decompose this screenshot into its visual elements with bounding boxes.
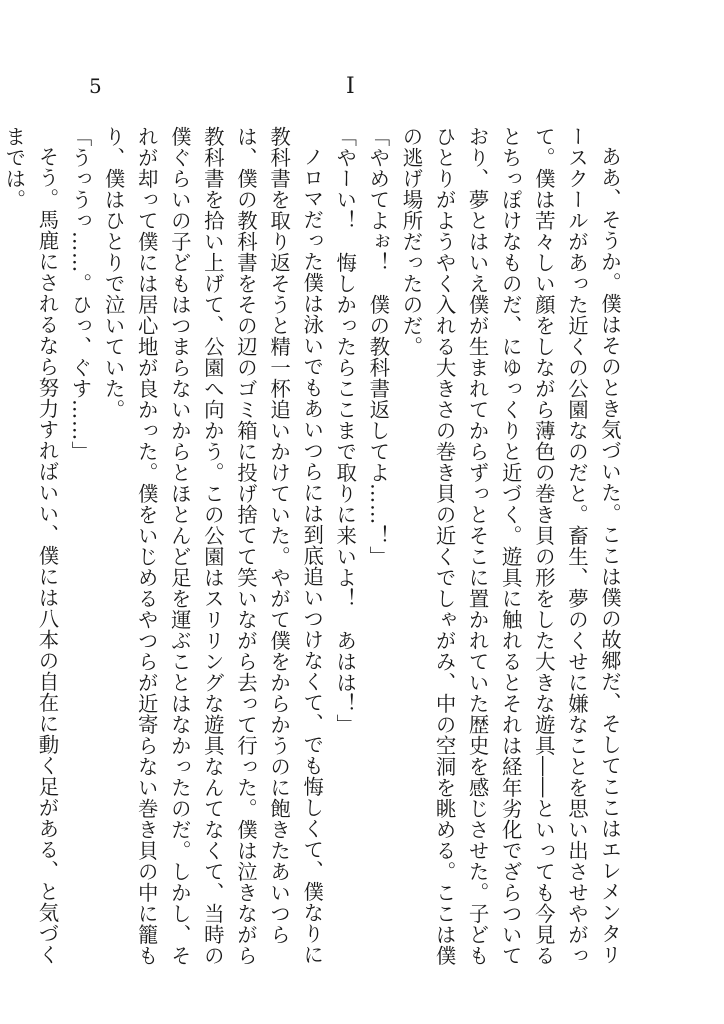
paragraph: そう。馬鹿にされるなら努力すればいい、僕には八本の自在に動く足がある、と気づくまでは。	[2, 126, 60, 966]
body-text	[0, 126, 626, 966]
page-number: 5	[89, 74, 102, 98]
dialogue-line: 「やーい！ 悔しかったらここまで取りに来いよ！ あはは！」	[333, 126, 358, 735]
dialogue-line: 「やめてよぉ！ 僕の教科書返してよ……！」	[366, 126, 391, 567]
chapter-mark: I	[346, 74, 355, 99]
dialogue-line: 「うっうっ……。ひっ、ぐす……」	[68, 126, 93, 462]
paragraph: ノロマだった僕は泳いでもあいつらには到底追いつけなくて、でも悔しくて、僕なりに教科書を取り返そうと精一杯追いかけていた。やがて僕をからかうのに飽きたあいつらは、僕の教科書をその辺のゴミ箱に投げ捨てて笑いながら去って行った。僕は泣きながら教科書を拾い上げて、公園へ向かう。この公園はスリリングな遊具なんてなくて、当時の僕ぐらいの子どもはつまらないからとほとんど足を運ぶことはなかったのだ。しかし、それが却って僕には居心地が良かった。僕をいじめるやつらが近寄らない巻き貝の中に籠もり、僕はひとりで泣いていた。	[101, 126, 325, 966]
paragraph: ああ、そうか。僕はそのとき気づいた。ここは僕の故郷だ、そしてここはエレメンタリースクールがあった近くの公園なのだと。畜生、夢のくせに嫌なことを思い出させやがって。僕は苦々しい顔をしながら薄色の巻き貝の形をした大きな遊具――といっても今見るとちっぽけなものだ、にゆっくりと近づく。遊具に触れるとそれは経年劣化でざらついており、夢とはいえ僕が生まれてからずっとそこに置かれていた歴史を感じさせた。子どもひとりがようやく入れる大きさの巻き貝の近くでしゃがみ、中の空洞を眺める。ここは僕の逃げ場所だったのだ。	[399, 126, 622, 966]
